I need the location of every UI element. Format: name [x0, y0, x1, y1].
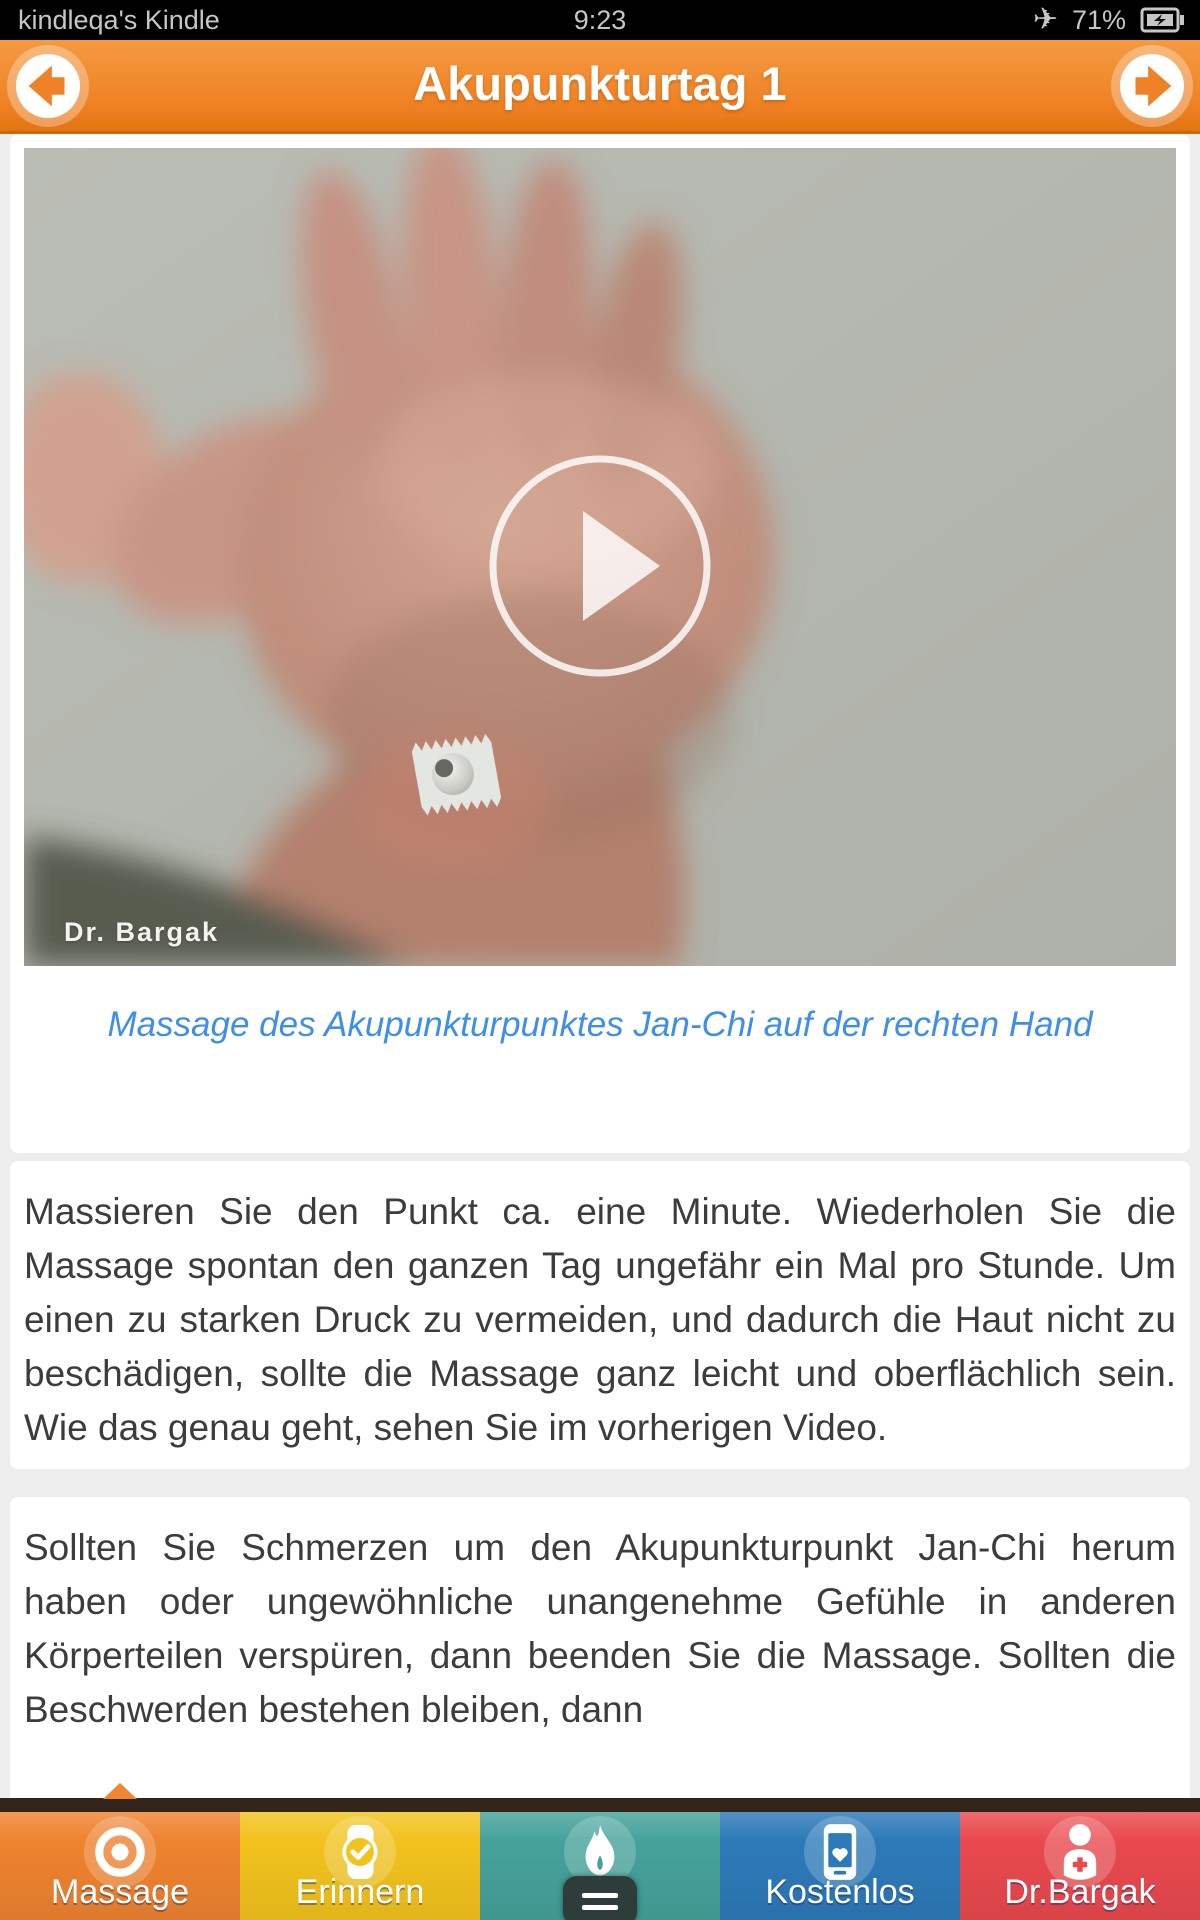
next-page-button[interactable]	[1120, 54, 1184, 118]
status-time: 9:23	[573, 5, 627, 35]
page-title: Akupunkturtag 1	[413, 57, 787, 110]
text-card	[10, 1497, 1190, 1798]
paragraph: Sollten Sie Schmerzen um den Akupunkturpunkt Jan-Chi herum haben oder ungewöhnliche unangenehme Gefühle in anderen Körperteilen verspüren, dann beenden Sie die Massage. Sollten die Beschwerden bestehen bleiben, dann	[24, 1527, 1176, 1730]
tab-label: Dr.Bargak	[1004, 1873, 1156, 1911]
play-button[interactable]	[485, 451, 715, 681]
battery-percent: 71%	[1071, 5, 1126, 35]
tab-dr-bargak[interactable]	[960, 1812, 1200, 1920]
menu-handle[interactable]	[563, 1876, 637, 1920]
paragraph: Massieren Sie den Punkt ca. eine Minute. Wiederholen Sie die Massage spontan den ganzen Tag ungefähr ein Mal pro Stunde. Um einen zu starken Druck zu vermeiden, und dadurch die Haut nicht zu beschädigen, sollte die Massage ganz leicht und oberflächlich sein. Wie das genau geht, sehen Sie im vorherigen Video.	[24, 1191, 1176, 1448]
tab-bar	[0, 1798, 1200, 1920]
content-area[interactable]	[0, 134, 1200, 1798]
acupuncture-patch	[411, 733, 502, 817]
arrow-left-icon	[16, 54, 80, 118]
arrow-right-icon	[1120, 54, 1184, 118]
title-bar	[0, 40, 1200, 134]
video-watermark: Dr. Bargak	[64, 917, 220, 947]
video-caption: Massage des Akupunkturpunktes Jan-Chi auf der rechten Hand	[107, 1005, 1093, 1044]
battery-icon	[1140, 6, 1186, 34]
text-card	[10, 1161, 1190, 1469]
device-name: kindleqa's Kindle	[18, 5, 220, 35]
tab-erinnern[interactable]	[240, 1812, 480, 1920]
tab-massage[interactable]	[0, 1812, 240, 1920]
tab-label: Erinnern	[295, 1873, 425, 1911]
active-tab-arrow	[103, 1783, 137, 1799]
play-icon	[485, 668, 715, 685]
tab-label: Kostenlos	[765, 1873, 915, 1911]
airplane-mode-icon: ✈	[1032, 3, 1058, 36]
menu-handle-line	[582, 1893, 618, 1898]
video-card	[10, 134, 1190, 1153]
video-player[interactable]	[24, 148, 1176, 966]
status-bar	[0, 0, 1200, 40]
menu-handle-line	[582, 1905, 618, 1910]
tab-label: Massage	[51, 1873, 189, 1911]
tab-kostenlos[interactable]	[720, 1812, 960, 1920]
prev-page-button[interactable]	[16, 54, 80, 118]
active-tab-indicator-bar	[0, 1798, 1200, 1812]
